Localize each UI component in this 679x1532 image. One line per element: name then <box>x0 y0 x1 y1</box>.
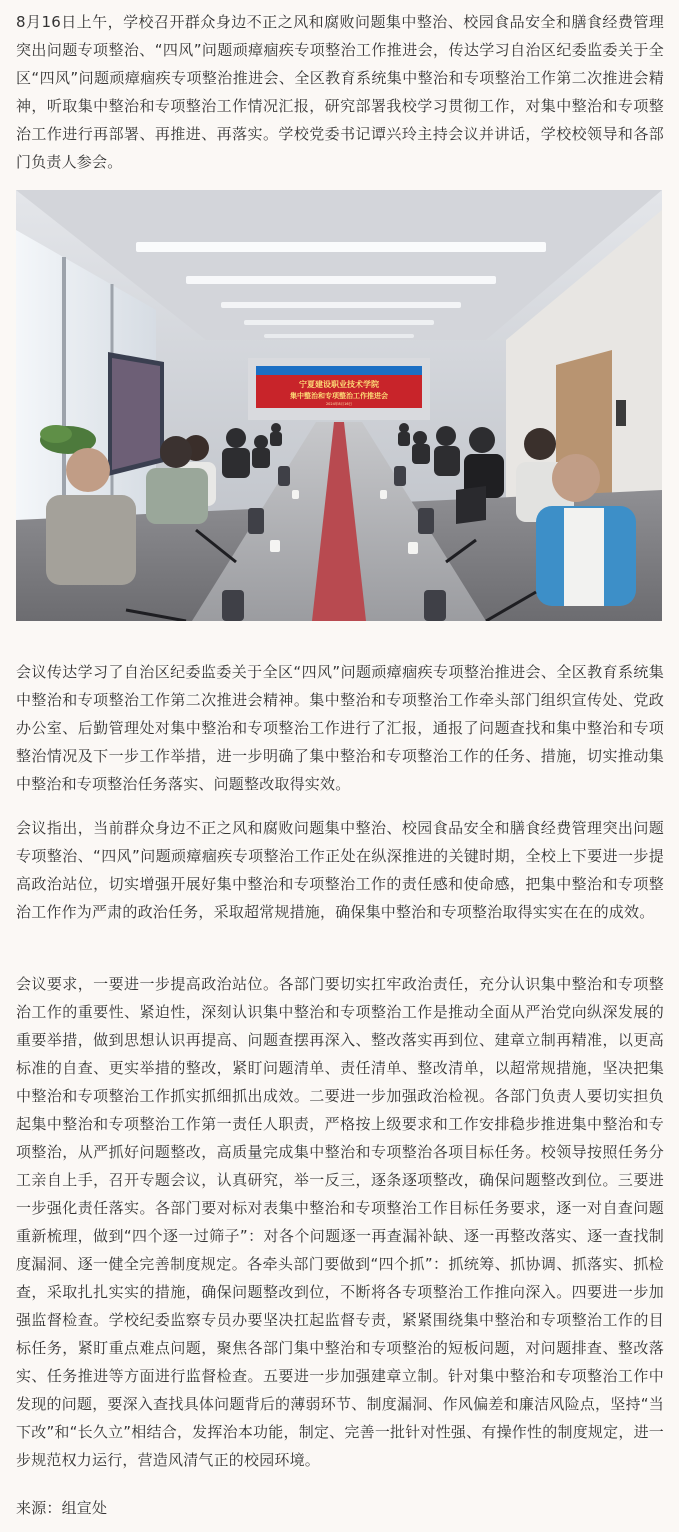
meeting-photo <box>16 190 662 621</box>
paragraph-meeting-requirements: 会议要求，一要进一步提高政治站位。各部门要切实扛牢政治责任，充分认识集中整治和专项整治工作的重要性、紧迫性，深刻认识集中整治和专项整治工作是推动全面从严治党向纵深发展的重要举措，做到思想认识再提高、问题查摆再深入、整改落实再到位、建章立制再精准，以更高标准的自查、更实举措的整改，紧盯问题清单、责任清单、整改清单，以超常规措施，坚决把集中整治和专项整治工作抓实抓细抓出成效。二要进一步加强政治检视。各部门负责人要切实担负起集中整治和专项整治工作第一责任人职责，严格按上级要求和工作安排稳步推进集中整治和专项整治，从严抓好问题整改，高质量完成集中整治和专项整治各项目标任务。校领导按照任务分工亲自上手，召开专题会议，认真研究，举一反三，逐条逐项整改，确保问题整改到位。三要进一步强化责任落实。各部门要对标对表集中整治和专项整治工作目标任务要求，逐一对自查问题重新梳理，做到“四个逐一过筛子”：对各个问题逐一再查漏补缺、逐一再整改落实、逐一查找制度漏洞、逐一健全完善制度规定。各牵头部门要做到“四个抓”：抓统筹、抓协调、抓落实、抓检查，采取扎扎实实的措施，确保问题整改到位，不断将各专项整治工作推向深入。四要进一步加强监督检查。学校纪委监察专员办要坚决扛起监督专责，紧紧围绕集中整治和专项整治工作的目标任务，紧盯重点难点问题，聚焦各部门集中整治和专项整治的短板问题，对问题排查、整改落实、任务推进等方面进行监督检查。五要进一步加强建章立制。针对集中整治和专项整治工作中发现的问题，要深入查找具体问题背后的薄弱环节、制度漏洞、作风偏差和廉洁风险点，坚持“当下改”和“长久立”相结合，发挥治本功能，制定、完善一批针对性强、有操作性的制度规定，进一步规范权力运行，营造风清气正的校园环境。 <box>16 975 664 1469</box>
intro-paragraph: 8月16日上午，学校召开群众身边不正之风和腐败问题集中整治、校园食品安全和膳食经费管理突出问题专项整治、“四风”问题顽瘴痼疾专项整治工作推进会，传达学习自治区纪委监委关于全区“四风”问题顽瘴痼疾专项整治推进会、全区教育系统集中整治和专项整治工作第二次推进会精神，听取集中整治和专项整治工作情况汇报，研究部署我校学习贯彻工作，对集中整治和专项整治工作进行再部署、再推进、再落实。学校党委书记谭兴玲主持会议并讲话，学校校领导和各部门负责人参会。 <box>16 13 664 171</box>
banner-date: 2024年8月16日 <box>325 402 353 406</box>
banner-school-name: 宁夏建设职业技术学院 <box>299 380 379 389</box>
paragraph-meeting-content: 会议传达学习了自治区纪委监委关于全区“四风”问题顽瘴痼疾专项整治推进会、全区教育系统集中整治和专项整治工作第二次推进会精神。集中整治和专项整治工作牵头部门组织宣传处、党政办公室、后勤管理处对集中整治和专项整治工作进行了汇报，通报了问题查找和集中整治和专项整治情况及下一步工作举措，进一步明确了集中整治和专项整治工作的任务、措施，切实推动集中整治和专项整治任务落实、问题整改取得实效。 <box>16 663 664 793</box>
banner-meeting-title: 集中整治和专项整治工作推进会 <box>290 392 388 400</box>
source-line: 来源：组宣处 <box>16 1499 108 1517</box>
meeting-banner <box>256 366 422 408</box>
paragraph-meeting-points: 会议指出，当前群众身边不正之风和腐败问题集中整治、校园食品安全和膳食经费管理突出问题专项整治、“四风”问题顽瘴痼疾专项整治工作正处在纵深推进的关键时期，全校上下要进一步提高政治站位，切实增强开展好集中整治和专项整治工作的责任感和使命感，把集中整治和专项整治工作作为严肃的政治任务，采取超常规措施，确保集中整治和专项整治取得实实在在的成效。 <box>16 819 664 921</box>
